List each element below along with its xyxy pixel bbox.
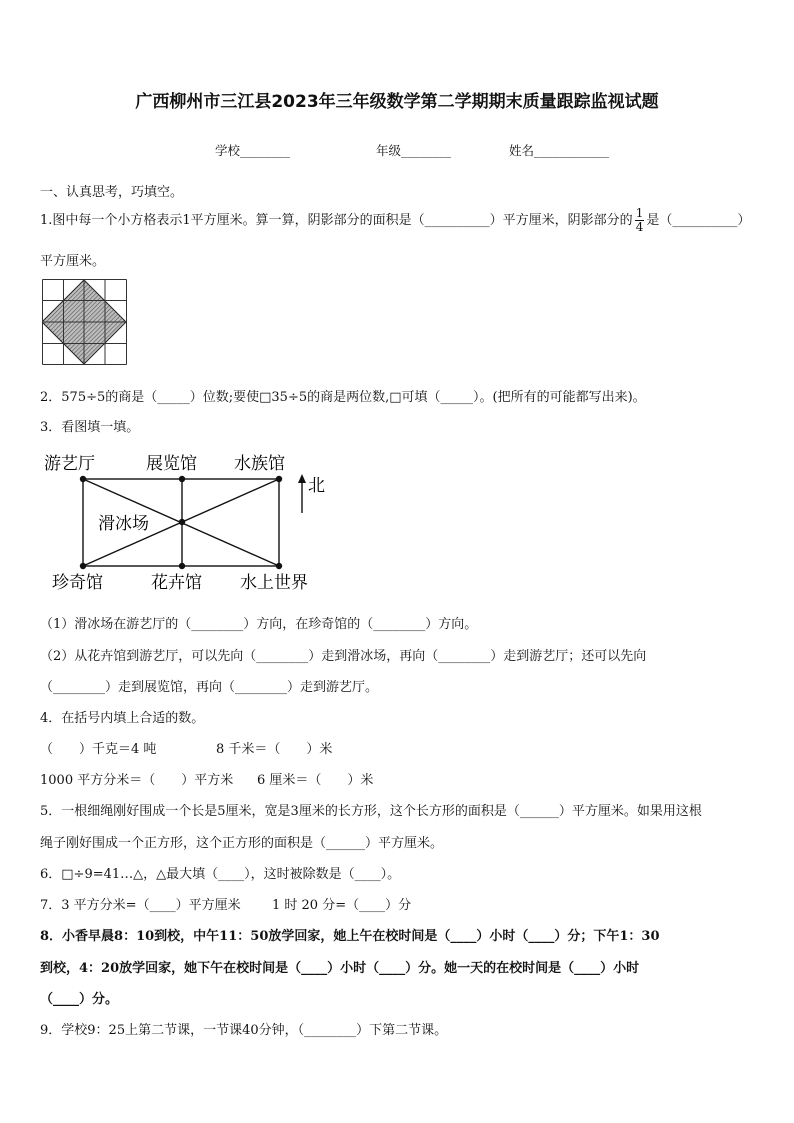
point-center [179,519,185,525]
point-top-mid [179,476,185,482]
fraction-one-quarter [635,207,645,234]
question-1 [40,206,750,236]
q4-item-d: 6 厘米＝（ ）米 [257,773,374,788]
q7-item-a: 7．3 平方分米=（____）平方厘米 [40,898,241,913]
q5-line2: 绳子刚好围成一个正方形，这个正方形的面积是（______）平方厘米。 [40,836,444,851]
q4-item-c: 1000 平方分米＝（ ）平方米 [40,773,234,788]
point-bottom-left [80,563,86,569]
q5-line1: 5．一根细绳刚好围成一个长是5厘米，宽是3厘米的长方形，这个长方形的面积是（______）平方厘米。如果用这根 [40,804,702,819]
label-north: 北 [308,476,325,496]
label-top-right: 水族馆 [234,454,285,474]
question-2: 2．575÷5的商是（_____）位数;要使□35÷5的商是两位数,□可填（_____）。(把所有的可能都写出来)。 [40,390,646,405]
grid-lines [43,280,127,365]
q3-sub2-line1: （2）从花卉馆到游艺厅，可以先向（________）走到滑冰场，再向（________）走到游艺厅；还可以先向 [40,649,647,664]
name-field: 姓名____________ [509,143,610,158]
shaded-grid-figure [42,279,130,367]
q3-sub2-line2: （________）走到展览馆，再向（________）走到游艺厅。 [40,680,379,695]
q1-text-part2: 是（__________） [646,213,751,228]
q1-text-part1: 1.图中每一个小方格表示1平方厘米。算一算，阴影部分的面积是（__________）平方厘米，阴影部分的 [40,213,633,228]
school-field: 学校________ [215,143,291,158]
question-4-heading: 4．在括号内填上合适的数。 [40,711,205,726]
label-bottom-mid: 花卉馆 [151,573,202,593]
q8-line1: 8．小香早晨8：10到校，中午11：50放学回家，她上午在校时间是（____）小时（____）分；下午1：30 [40,929,660,944]
point-top-right [276,476,282,482]
north-arrow-icon [298,474,306,513]
q4-item-b: 8 千米＝（ ）米 [216,742,333,757]
point-bottom-right [276,563,282,569]
q4-item-a: （ ）千克＝4 吨 [40,742,157,757]
label-top-mid: 展览馆 [146,454,197,474]
question-9: 9．学校9：25上第二节课，一节课40分钟，（________）下第二节课。 [40,1023,448,1038]
section-heading: 一、认真思考，巧填空。 [40,185,184,200]
point-bottom-mid [179,563,185,569]
label-bottom-left: 珍奇馆 [52,573,103,593]
fraction-denominator: 4 [635,220,644,234]
q8-line2: 到校，4：20放学回家，她下午在校时间是（____）小时（____）分。她一天的在校时间是（____）小时 [40,961,640,976]
park-map [40,446,340,598]
question-3-heading: 3．看图填一填。 [40,420,140,435]
q7-item-b: 1 时 20 分=（____）分 [272,898,412,913]
q3-sub1: （1）滑冰场在游艺厅的（________）方向，在珍奇馆的（________）方向。 [40,617,478,632]
label-center: 滑冰场 [98,514,149,534]
page-title: 广西柳州市三江县2023年三年级数学第二学期期末质量跟踪监视试题 [135,92,659,112]
label-top-left: 游艺厅 [44,454,95,474]
point-top-left [80,476,86,482]
label-bottom-right: 水上世界 [240,573,308,593]
grade-field: 年级________ [376,143,452,158]
q1-line2: 平方厘米。 [40,254,106,269]
fraction-numerator: 1 [635,206,644,220]
q8-line3: （____）分。 [40,992,119,1007]
question-6: 6．□÷9=41…△，△最大填（____），这时被除数是（____）。 [40,867,401,882]
